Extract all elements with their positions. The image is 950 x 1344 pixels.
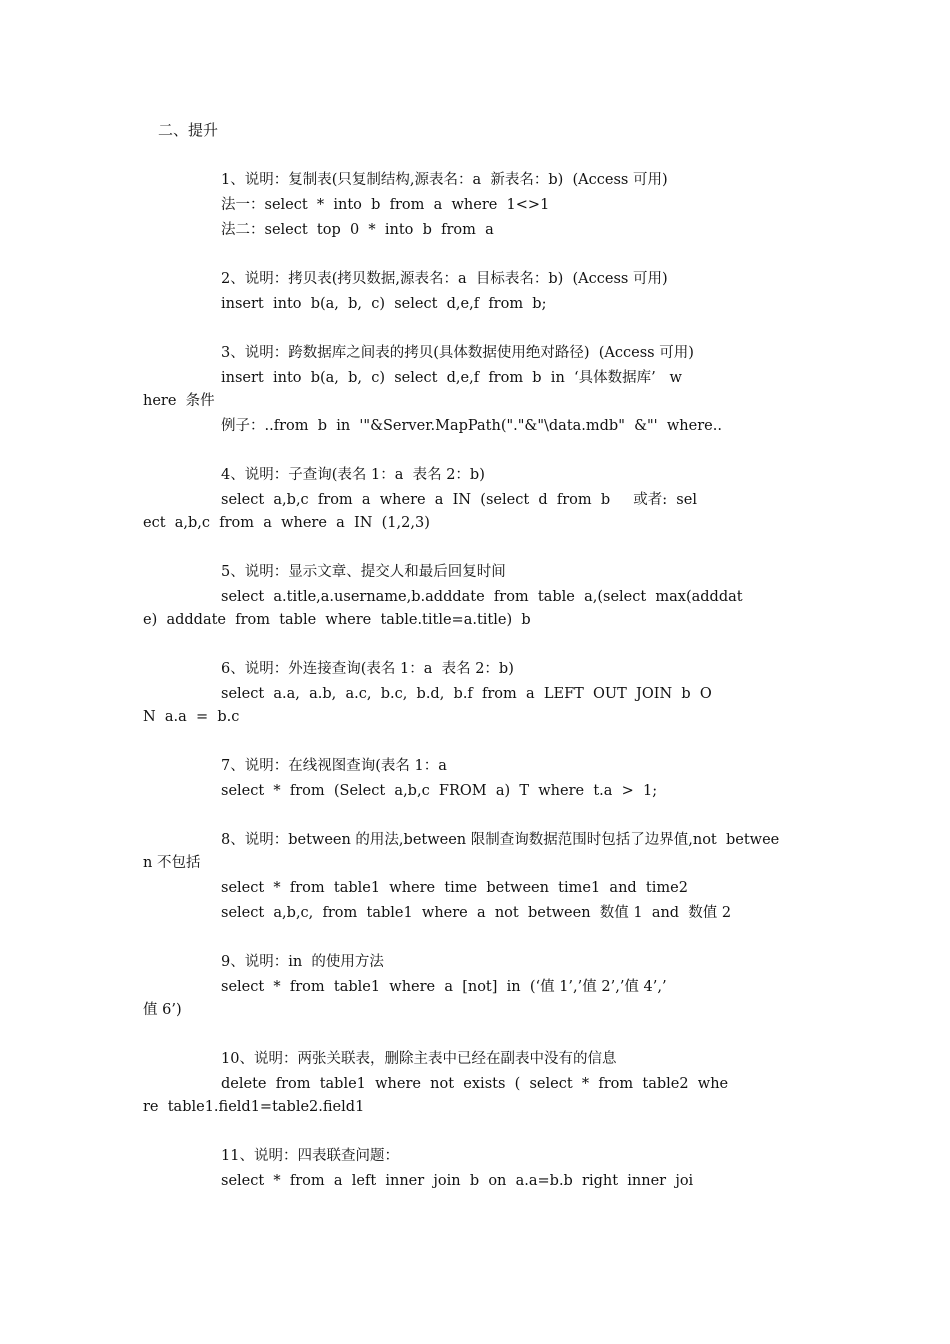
code-line-continuation: ect a,b,c from a where a IN (1,2,3) [143,515,430,531]
code-line: select * from table1 where time between time1 and time2 [221,880,688,896]
tip-item [143,754,807,804]
code-line-continuation: here 条件 [143,393,215,409]
code-line: 法一：select * into b from a where 1<>1 [221,197,550,213]
tip-title: 11、说明：四表联查问题： [221,1148,399,1164]
tip-title: 7、说明：在线视图查询(表名 1：a [221,758,447,774]
code-line-continuation: e) adddate from table where table.title=a.title) b [143,612,531,628]
tip-item [143,168,807,243]
tip-item [143,341,807,439]
code-line: select * from (Select a,b,c FROM a) T where t.a > 1; [221,783,658,799]
code-line-continuation: 值 6’) [143,1002,182,1018]
tip-title: 6、说明：外连接查询(表名 1：a 表名 2：b) [221,661,514,677]
tip-title: 2、说明：拷贝表(拷贝数据,源表名：a 目标表名：b) (Access 可用) [221,271,668,287]
code-line: select a.title,a.username,b.adddate from table a,(select max(adddat [221,589,743,605]
code-line: select * from a left inner join b on a.a=b.b right inner joi [221,1173,694,1189]
code-line-continuation: N a.a = b.c [143,709,240,725]
code-line-continuation: n 不包括 [143,855,201,871]
tip-item [143,950,807,1023]
code-line: insert into b(a, b, c) select d,e,f from b in ‘具体数据库’ w [221,370,682,386]
tip-item [143,463,807,536]
code-line: 例子：..from b in '"&Server.MapPath("."&"\data.mdb" &"' where.. [221,418,722,434]
tip-title: 5、说明：显示文章、提交人和最后回复时间 [221,564,506,580]
tip-item [143,1144,807,1194]
code-line-continuation: re table1.field1=table2.field1 [143,1099,365,1115]
tip-title: 3、说明：跨数据库之间表的拷贝(具体数据使用绝对路径) (Access 可用) [221,345,694,361]
code-line: select a.a, a.b, a.c, b.c, b.d, b.f from a LEFT OUT JOIN b O [221,686,712,702]
tip-item [143,828,807,926]
code-line: delete from table1 where not exists ( select * from table2 whe [221,1076,729,1092]
tip-title: 9、说明：in 的使用方法 [221,954,384,970]
code-line: insert into b(a, b, c) select d,e,f from b; [221,296,547,312]
code-line: 法二：select top 0 * into b from a [221,222,494,238]
tip-item [143,267,807,317]
code-line: select a,b,c, from table1 where a not between 数值 1 and 数值 2 [221,905,732,921]
tip-item [143,1047,807,1120]
code-line: select * from table1 where a [not] in (‘值 1’,’值 2’,’值 4’,’ [221,979,667,995]
tip-item [143,560,807,633]
tip-title: 8、说明：between 的用法,between 限制查询数据范围时包括了边界值,not betwee [221,832,780,848]
sql-tips-list [143,168,807,1218]
tip-title: 1、说明：复制表(只复制结构,源表名：a 新表名：b) (Access 可用) [221,172,668,188]
section-heading: 二、提升 [158,121,219,139]
tip-item [143,657,807,730]
tip-title: 10、说明：两张关联表，删除主表中已经在副表中没有的信息 [221,1051,617,1067]
tip-title: 4、说明：子查询(表名 1：a 表名 2：b) [221,467,485,483]
code-line: select a,b,c from a where a IN (select d from b 或者: sel [221,492,697,508]
